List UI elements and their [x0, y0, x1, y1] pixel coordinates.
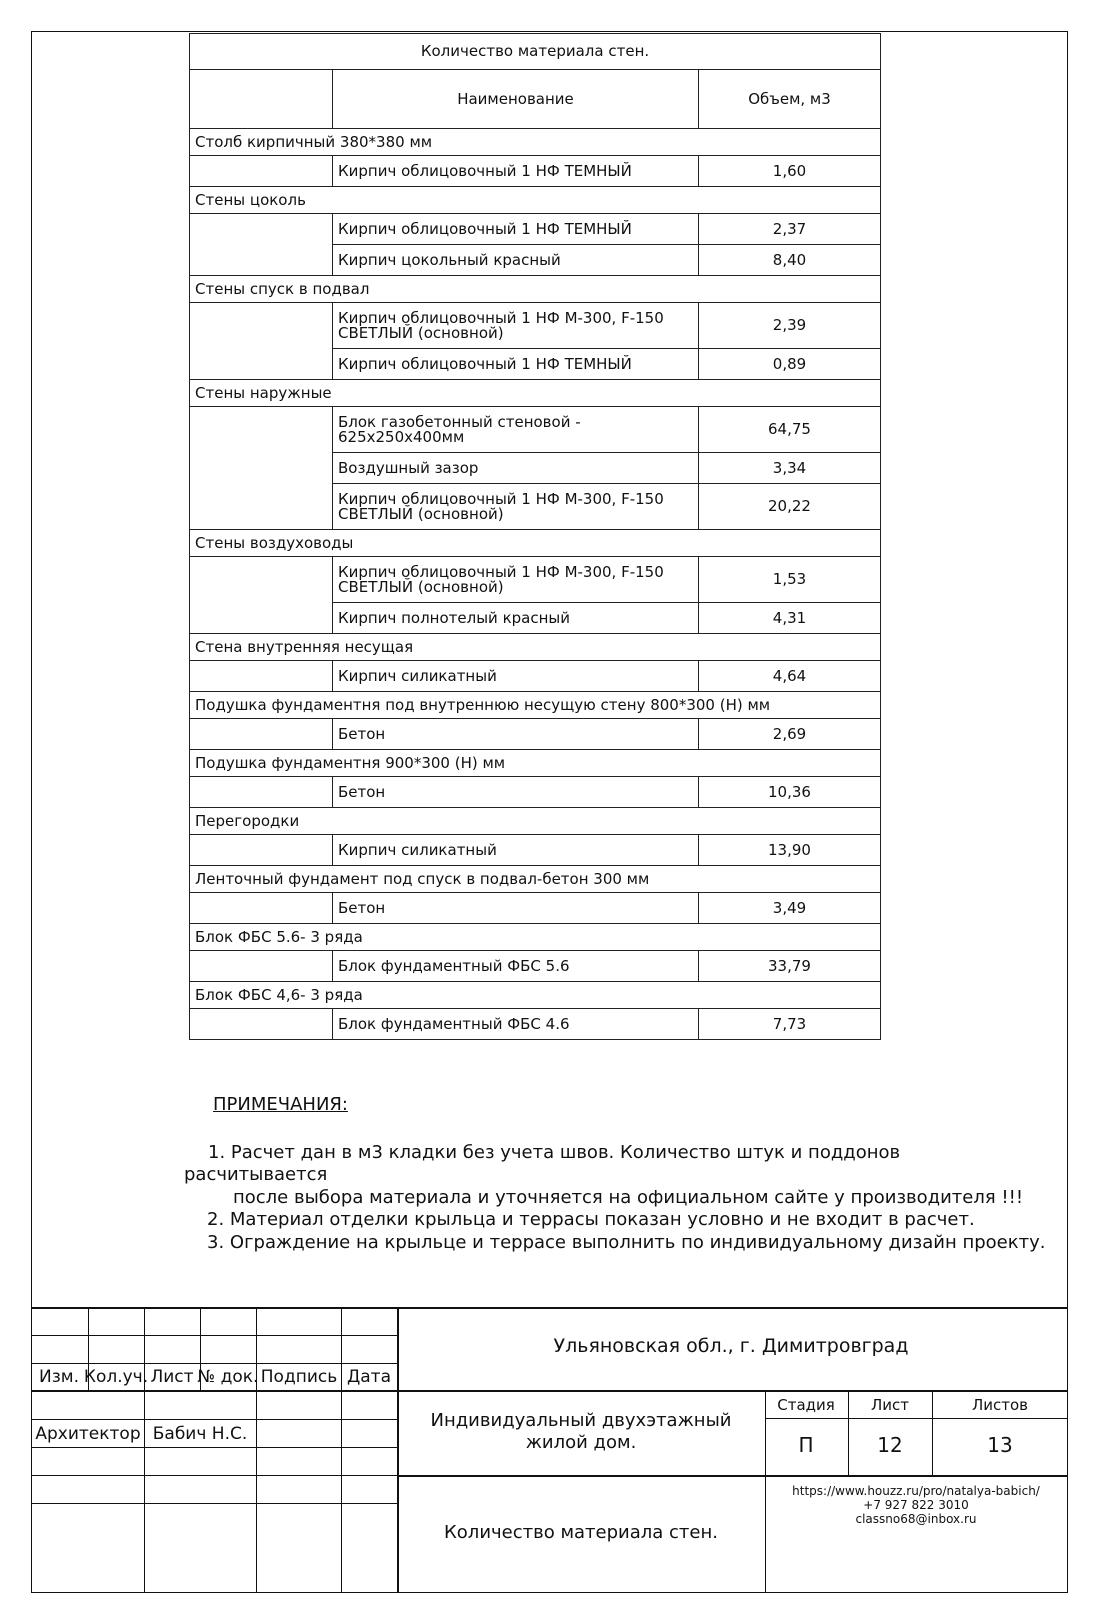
- material-volume: 4,64: [699, 661, 881, 692]
- group-row: [190, 692, 881, 719]
- table-title: Количество материала стен.: [190, 34, 881, 70]
- empty-cell: [190, 156, 333, 187]
- group-row: [190, 276, 881, 303]
- stage-value: П: [798, 1433, 814, 1457]
- material-name: Кирпич облицовочный 1 НФ М-300, F-150 СВЕТЛЫЙ (основной): [333, 303, 699, 349]
- empty-cell: [190, 1009, 333, 1040]
- group-row: [190, 129, 881, 156]
- material-volume: 1,53: [699, 557, 881, 603]
- material-volume: 64,75: [699, 407, 881, 453]
- material-name: Блок фундаментный ФБС 5.6: [333, 951, 699, 982]
- contact-email: classno68@inbox.ru: [855, 1512, 977, 1526]
- material-name: Кирпич силикатный: [333, 835, 699, 866]
- material-name: Кирпич полнотелый красный: [333, 603, 699, 634]
- note-1-line-3: после выбора материала и уточняется на официальном сайте у производителя !!!: [233, 1187, 1024, 1208]
- table-row: [190, 156, 881, 187]
- empty-cell: [190, 835, 333, 866]
- group-row: [190, 866, 881, 893]
- empty-cell: [190, 777, 333, 808]
- group-name: Перегородки: [190, 808, 881, 835]
- material-name: Блок газобетонный стеновой - 625х250х400мм: [333, 407, 699, 453]
- material-volume: 3,49: [699, 893, 881, 924]
- empty-cell: [190, 407, 333, 530]
- group-name: Блок ФБС 5.6- 3 ряда: [190, 924, 881, 951]
- title-block: [31, 1307, 1068, 1593]
- header-doc: № док.: [197, 1367, 259, 1387]
- group-row: [190, 982, 881, 1009]
- header-kol: Кол.уч.: [83, 1367, 149, 1387]
- sheets-value: 13: [987, 1433, 1013, 1457]
- group-name: Стена внутренняя несущая: [190, 634, 881, 661]
- material-name: Кирпич облицовочный 1 НФ ТЕМНЫЙ: [333, 156, 699, 187]
- sheet-value: 12: [877, 1433, 903, 1457]
- material-volume: 13,90: [699, 835, 881, 866]
- note-1-line-2: расчитывается: [184, 1164, 328, 1185]
- material-volume: 20,22: [699, 484, 881, 530]
- empty-cell: [190, 214, 333, 276]
- contact-phone: +7 927 822 3010: [863, 1498, 969, 1512]
- material-volume: 10,36: [699, 777, 881, 808]
- material-name: Кирпич облицовочный 1 НФ М-300, F-150 СВЕТЛЫЙ (основной): [333, 557, 699, 603]
- group-name: Ленточный фундамент под спуск в подвал-бетон 300 мм: [190, 866, 881, 893]
- group-name: Стены цоколь: [190, 187, 881, 214]
- project-line-1: Индивидуальный двухэтажный: [430, 1410, 732, 1431]
- table-row: [190, 719, 881, 750]
- note-3: 3. Ограждение на крыльце и террасе выполнить по индивидуальному дизайн проекту.: [207, 1232, 1046, 1253]
- group-row: [190, 530, 881, 557]
- header-sign: Подпись: [260, 1367, 338, 1387]
- material-volume: 4,31: [699, 603, 881, 634]
- table-row: [190, 303, 881, 349]
- sheet-label: Лист: [870, 1396, 910, 1414]
- sheet-title: Количество материала стен.: [444, 1522, 718, 1543]
- note-2: 2. Материал отделки крыльца и террасы показан условно и не входит в расчет.: [207, 1209, 975, 1230]
- material-name: Блок фундаментный ФБС 4.6: [333, 1009, 699, 1040]
- empty-cell: [190, 303, 333, 380]
- table-row: [190, 777, 881, 808]
- group-name: Подушка фундаментня 900*300 (Н) мм: [190, 750, 881, 777]
- header-empty: [190, 70, 333, 129]
- table-row: [190, 893, 881, 924]
- note-1: [184, 1142, 944, 1186]
- header-volume: Объем, м3: [699, 70, 881, 129]
- header-name: Наименование: [333, 70, 699, 129]
- material-volume: 0,89: [699, 349, 881, 380]
- group-name: Стены наружные: [190, 380, 881, 407]
- group-name: Стены воздуховоды: [190, 530, 881, 557]
- table-row: [190, 661, 881, 692]
- group-row: [190, 808, 881, 835]
- material-name: Кирпич силикатный: [333, 661, 699, 692]
- group-row: [190, 634, 881, 661]
- location: Ульяновская обл., г. Димитровград: [553, 1335, 909, 1357]
- group-name: Блок ФБС 4,6- 3 ряда: [190, 982, 881, 1009]
- architect-name: Бабич Н.С.: [152, 1424, 248, 1444]
- materials-table: [189, 33, 881, 1040]
- role-architect: Архитектор: [35, 1424, 141, 1444]
- material-volume: 2,69: [699, 719, 881, 750]
- material-volume: 1,60: [699, 156, 881, 187]
- notes-title: ПРИМЕЧАНИЯ:: [213, 1094, 348, 1115]
- note-1-line-1: 1. Расчет дан в м3 кладки без учета швов. Количество штук и поддонов: [208, 1142, 901, 1163]
- table-row: [190, 1009, 881, 1040]
- material-volume: 2,39: [699, 303, 881, 349]
- group-row: [190, 380, 881, 407]
- group-name: Подушка фундаментня под внутреннюю несущую стену 800*300 (Н) мм: [190, 692, 881, 719]
- header-list: Лист: [150, 1367, 194, 1387]
- header-izm: Изм.: [39, 1367, 79, 1387]
- empty-cell: [190, 951, 333, 982]
- empty-cell: [190, 661, 333, 692]
- stage-label: Стадия: [777, 1396, 835, 1414]
- table-row: [190, 951, 881, 982]
- project-line-2: жилой дом.: [525, 1432, 637, 1453]
- material-volume: 7,73: [699, 1009, 881, 1040]
- empty-cell: [190, 719, 333, 750]
- material-volume: 33,79: [699, 951, 881, 982]
- material-name: Кирпич облицовочный 1 НФ ТЕМНЫЙ: [333, 214, 699, 245]
- material-name: Бетон: [333, 719, 699, 750]
- table-row: [190, 214, 881, 245]
- header-date: Дата: [346, 1367, 392, 1387]
- material-name: Кирпич облицовочный 1 НФ ТЕМНЫЙ: [333, 349, 699, 380]
- empty-cell: [190, 557, 333, 634]
- group-name: Столб кирпичный 380*380 мм: [190, 129, 881, 156]
- group-row: [190, 750, 881, 777]
- table-row: [190, 835, 881, 866]
- material-name: Воздушный зазор: [333, 453, 699, 484]
- material-volume: 2,37: [699, 214, 881, 245]
- group-row: [190, 187, 881, 214]
- empty-cell: [190, 893, 333, 924]
- group-name: Стены спуск в подвал: [190, 276, 881, 303]
- material-volume: 3,34: [699, 453, 881, 484]
- sheets-label: Листов: [971, 1396, 1029, 1414]
- table-row: [190, 407, 881, 453]
- material-name: Бетон: [333, 893, 699, 924]
- group-row: [190, 924, 881, 951]
- contact-url: https://www.houzz.ru/pro/natalya-babich/: [792, 1484, 1040, 1498]
- material-name: Кирпич цокольный красный: [333, 245, 699, 276]
- material-name: Бетон: [333, 777, 699, 808]
- material-name: Кирпич облицовочный 1 НФ М-300, F-150 СВЕТЛЫЙ (основной): [333, 484, 699, 530]
- material-volume: 8,40: [699, 245, 881, 276]
- table-row: [190, 557, 881, 603]
